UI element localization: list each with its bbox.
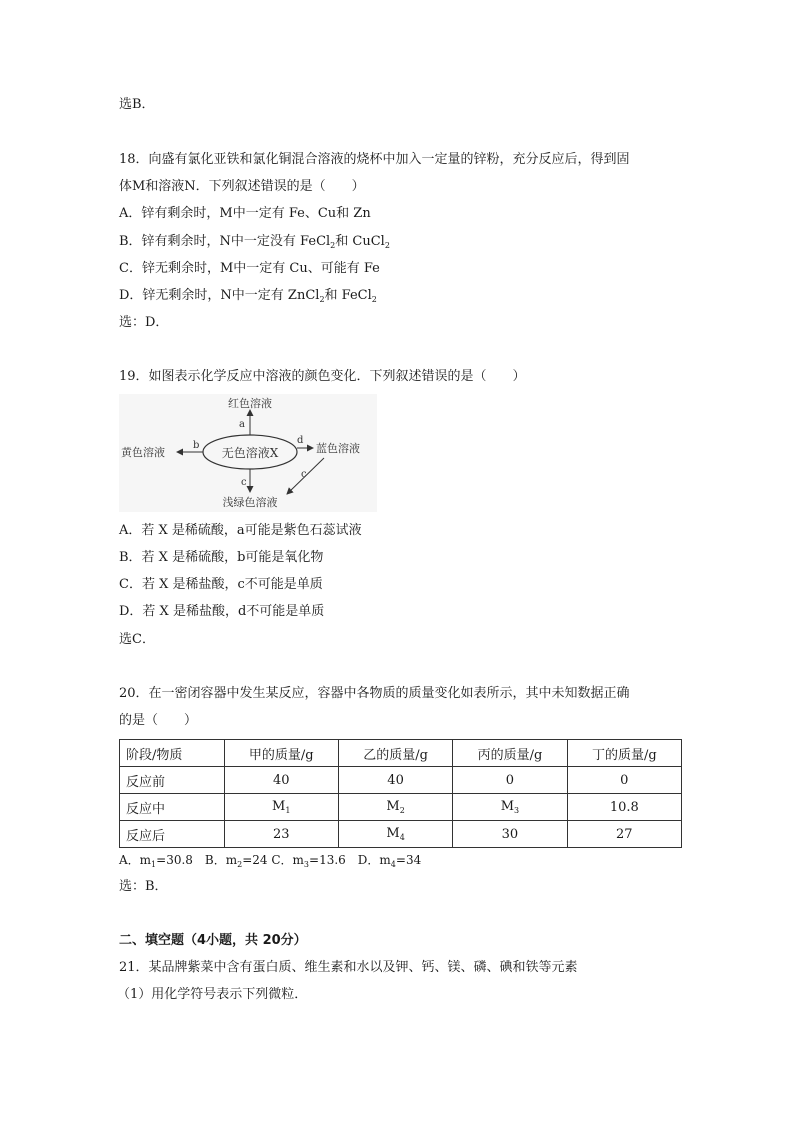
- options-20: A．$m_1=30.8$ B．$m_2=24$ C．$m_3=13.6$ D．$m_4=34$: [119, 853, 422, 869]
- question-21-part1: （1）用化学符号表示下列微粒．: [117, 987, 308, 1002]
- answer-18: 选：D．: [119, 315, 169, 330]
- table-cell: $M_2$: [338, 794, 452, 821]
- table-cell: 反应中: [120, 794, 225, 821]
- table-cell: 40: [224, 767, 338, 794]
- mass-table: [119, 739, 682, 848]
- top-label: 红色溶液: [228, 397, 272, 410]
- option-18-a: A．锌有剩余时，M中一定有 Fe、Cu和 Zn: [119, 206, 371, 221]
- question-18-line2: 体M和溶液N．下列叙述错误的是（ ）: [119, 179, 365, 194]
- table-cell: 反应前: [120, 767, 225, 794]
- table-cell: $M_4$: [338, 821, 452, 848]
- table-cell: 27: [567, 821, 681, 848]
- label-b: b: [193, 440, 200, 451]
- right-label: 蓝色溶液: [316, 442, 360, 455]
- question-21: 21．某品牌紫菜中含有蛋白质、维生素和水以及钾、钙、镁、磷、碘和铁等元素: [119, 960, 578, 975]
- bottom-label: 浅绿色溶液: [222, 496, 278, 509]
- table-row: [120, 794, 682, 821]
- label-d: d: [297, 435, 304, 446]
- label-c: c: [241, 477, 247, 488]
- table-header: 丙的质量/g: [453, 740, 567, 767]
- option-19-a: A．若 X 是稀硫酸，a可能是紫色石蕊试液: [119, 523, 362, 538]
- option-18-d: D．锌无剩余时，N中一定有 ZnCl$_2$和 FeCl$_2$: [119, 288, 377, 304]
- table-cell: $M_1$: [224, 794, 338, 821]
- answer-19: 选C．: [119, 632, 155, 647]
- answer-17: 选B．: [119, 97, 155, 112]
- label-a: a: [239, 419, 245, 430]
- table-cell: 23: [224, 821, 338, 848]
- table-header-row: [120, 740, 682, 767]
- table-cell: 反应后: [120, 821, 225, 848]
- table-row: [120, 767, 682, 794]
- table-header: 乙的质量/g: [338, 740, 452, 767]
- table-header: 阶段/物质: [120, 740, 225, 767]
- table-cell: 0: [567, 767, 681, 794]
- table-header: 丁的质量/g: [567, 740, 681, 767]
- question-19: 19．如图表示化学反应中溶液的颜色变化．下列叙述错误的是（ ）: [119, 369, 526, 384]
- table-cell: 30: [453, 821, 567, 848]
- option-19-b: B．若 X 是稀硫酸，b可能是氧化物: [119, 550, 324, 565]
- section-2-heading: 二、填空题（4小题，共 20分）: [119, 933, 307, 948]
- question-20-line2: 的是（ ）: [119, 713, 198, 728]
- center-label: 无色溶液X: [221, 446, 279, 460]
- option-19-d: D．若 X 是稀盐酸，d不可能是单质: [119, 604, 325, 619]
- question-18-line1: 18．向盛有氯化亚铁和氯化铜混合溶液的烧杯中加入一定量的锌粉，充分反应后，得到固: [119, 152, 630, 167]
- label-c2: c: [301, 469, 307, 480]
- answer-20: 选：B．: [119, 879, 168, 894]
- table-cell: 0: [453, 767, 567, 794]
- table-cell: 10.8: [567, 794, 681, 821]
- table-header: 甲的质量/g: [224, 740, 338, 767]
- table-row: [120, 821, 682, 848]
- table-cell: 40: [338, 767, 452, 794]
- table-cell: $M_3$: [453, 794, 567, 821]
- question-20-line1: 20．在一密闭容器中发生某反应，容器中各物质的质量变化如表所示，其中未知数据正确: [119, 686, 630, 701]
- option-18-b: B．锌有剩余时，N中一定没有 FeCl$_2$和 CuCl$_2$: [119, 234, 390, 250]
- left-label: 黄色溶液: [121, 446, 165, 459]
- color-change-diagram: [119, 394, 377, 512]
- option-19-c: C．若 X 是稀盐酸，c不可能是单质: [119, 577, 323, 592]
- option-18-c: C．锌无剩余时，M中一定有 Cu、可能有 Fe: [119, 261, 380, 276]
